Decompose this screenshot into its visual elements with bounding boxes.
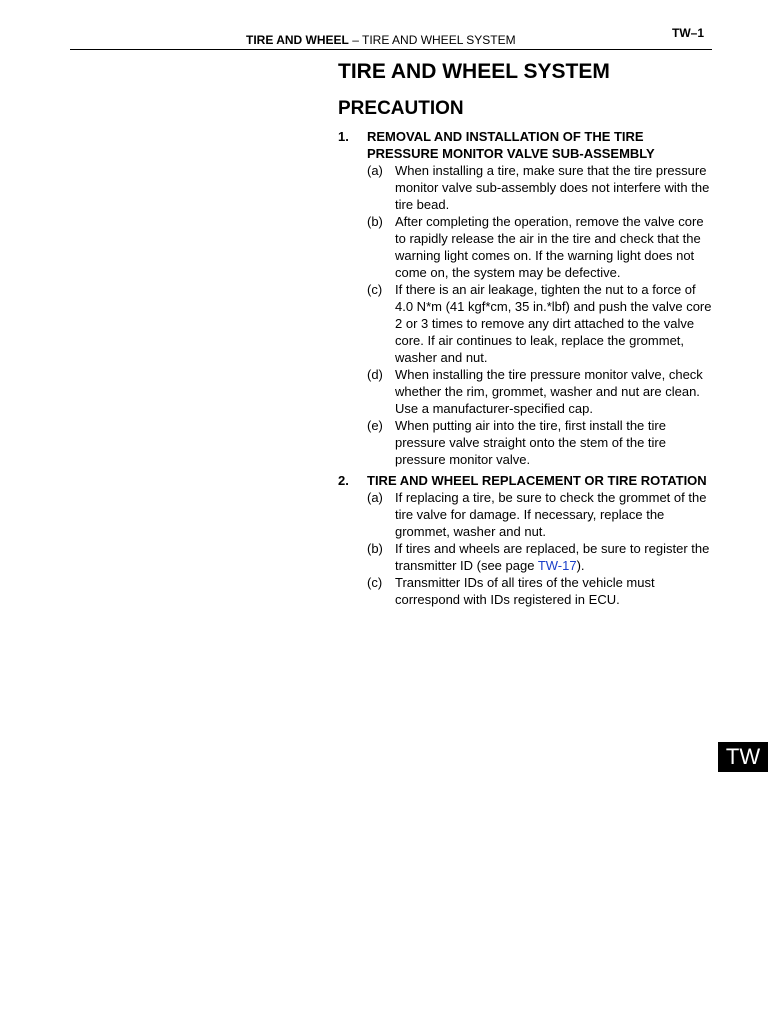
sub-item [367, 162, 714, 213]
step-title: REMOVAL AND INSTALLATION OF THE TIRE PRESSURE MONITOR VALVE SUB-ASSEMBLY [367, 129, 655, 161]
sub-item-text: When installing a tire, make sure that the tire pressure monitor valve sub-assembly does not interfere with the tire bead. [395, 163, 710, 212]
sub-item-text: Transmitter IDs of all tires of the vehicle must correspond with IDs registered in ECU. [395, 575, 655, 607]
sub-item-label: (b) [367, 541, 383, 556]
sub-item [367, 574, 714, 608]
page-reference-link[interactable]: TW-17 [537, 558, 577, 573]
sub-item-text: If there is an air leakage, tighten the nut to a force of 4.0 N*m (41 kgf*cm, 35 in.*lbf) and push the valve core 2 or 3 times to remove any dirt attached to the valve core. If air continues to leak, replace the grommet, washer and nut. [395, 282, 712, 365]
sub-item-label: (c) [367, 575, 383, 590]
header-rule [70, 49, 712, 50]
sub-item-text-before: If tires and wheels are replaced, be sure to register the transmitter ID (see page [395, 541, 710, 573]
step-2 [338, 472, 714, 608]
sub-item-label: (c) [367, 282, 383, 297]
step-number: 1. [338, 129, 349, 144]
step-number: 2. [338, 473, 349, 488]
sub-item [367, 417, 714, 468]
sub-item-text: When installing the tire pressure monitor valve, check whether the rim, grommet, washer and nut are clean. Use a manufacturer-specified cap. [395, 367, 703, 416]
sub-item [367, 366, 714, 417]
sub-item-label: (e) [367, 418, 383, 433]
page-title: TIRE AND WHEEL SYSTEM [338, 60, 610, 83]
header-section: TIRE AND WHEEL SYSTEM [362, 33, 516, 47]
header-chapter: TIRE AND WHEEL [246, 33, 349, 47]
sub-item-text: After completing the operation, remove the valve core to rapidly release the air in the tire and check that the warning light comes on. If the warning light does not come on, the system may be defective. [395, 214, 704, 280]
header-separator: – [348, 33, 363, 47]
sub-item [367, 489, 714, 540]
sub-item-label: (d) [367, 367, 383, 382]
sub-item [367, 213, 714, 281]
sub-item-label: (a) [367, 490, 383, 505]
section-title: PRECAUTION [338, 98, 464, 119]
step-1 [338, 128, 714, 468]
section-tab: TW [718, 742, 768, 772]
sub-item-text: If replacing a tire, be sure to check the grommet of the tire valve for damage. If necessary, replace the grommet, washer and nut. [395, 490, 707, 539]
step-body [367, 472, 714, 608]
sub-item-text-after: ). [576, 558, 585, 573]
running-header [246, 32, 516, 48]
document-body [338, 58, 714, 608]
sub-item [367, 540, 714, 574]
step-title: TIRE AND WHEEL REPLACEMENT OR TIRE ROTATION [367, 473, 707, 488]
sub-item-label: (a) [367, 163, 383, 178]
sub-item-text: When putting air into the tire, first install the tire pressure valve straight onto the stem of the tire pressure monitor valve. [395, 418, 666, 467]
step-body [367, 128, 714, 468]
sub-item [367, 281, 714, 366]
sub-item-label: (b) [367, 214, 383, 229]
page-number: TW–1 [672, 26, 705, 40]
sub-item-text [395, 540, 714, 574]
